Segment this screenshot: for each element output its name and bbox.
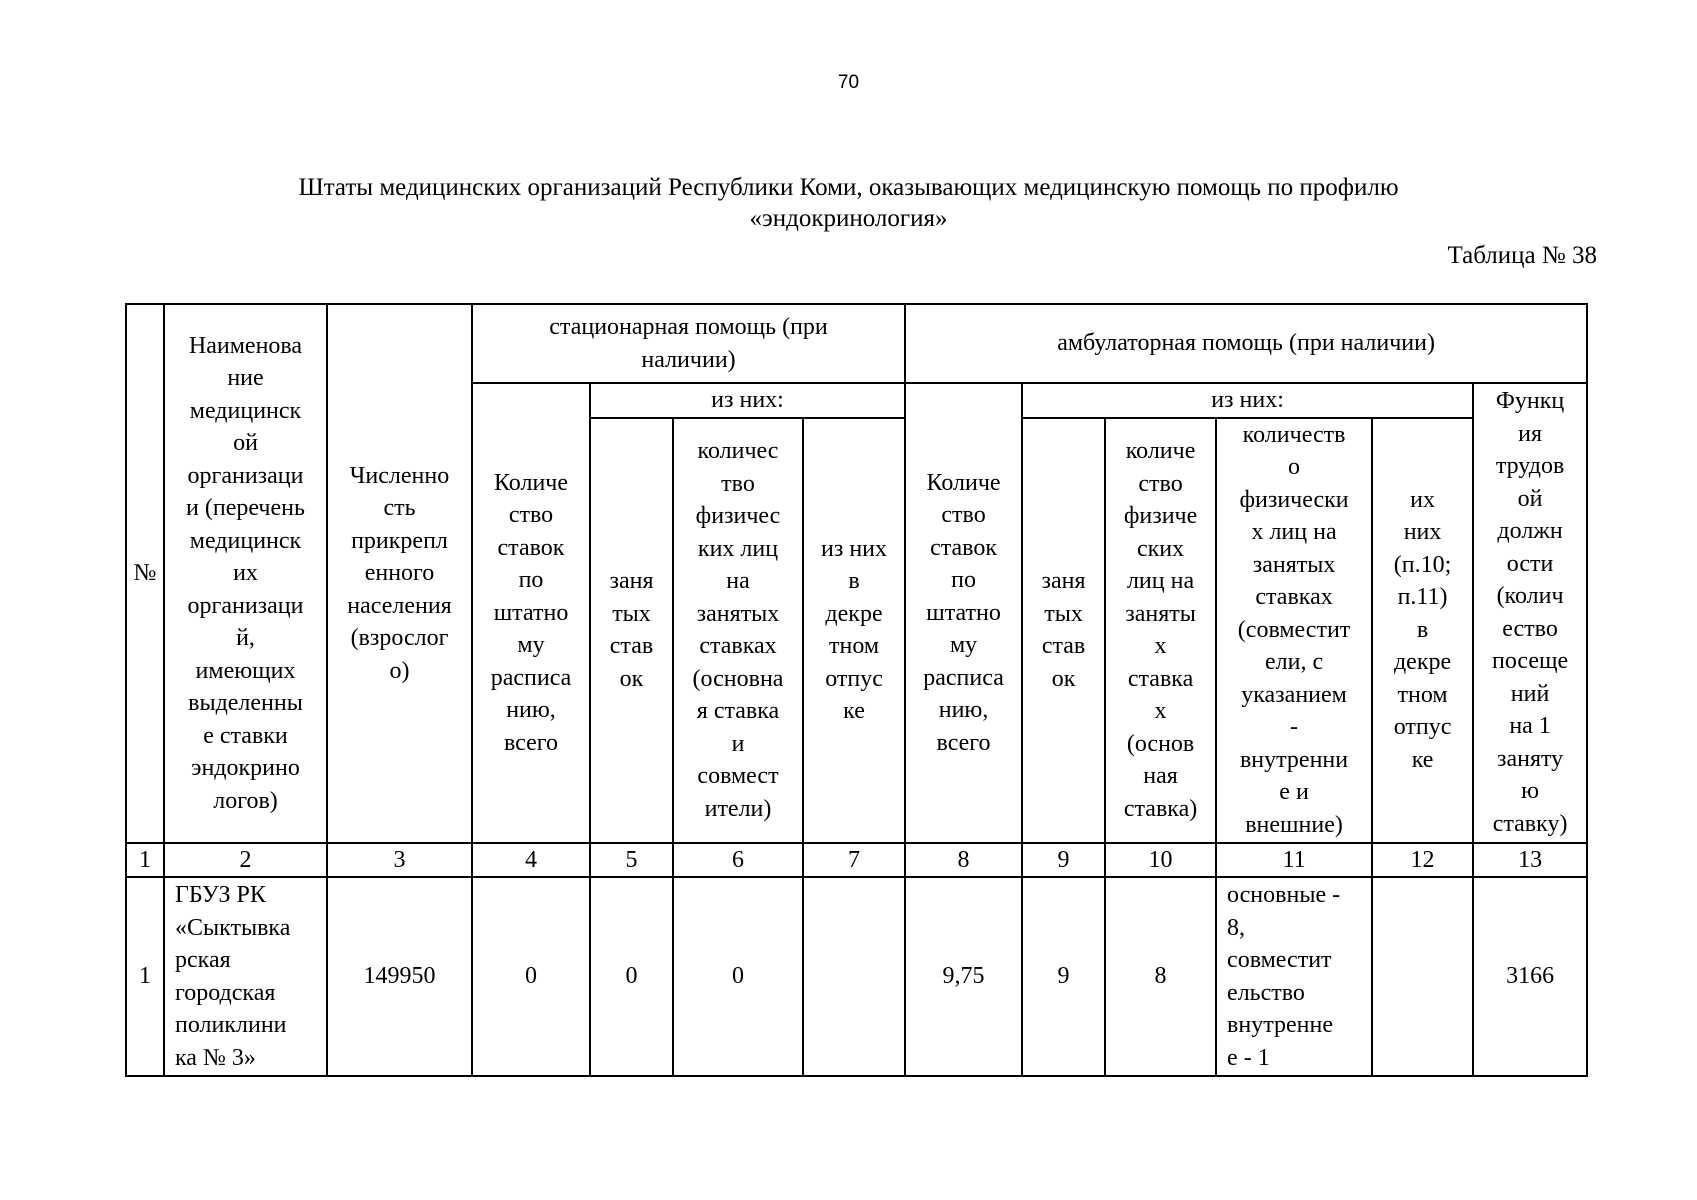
header-outpatient-group: амбулаторная помощь (при наличии) — [905, 304, 1587, 383]
table-row — [126, 877, 1587, 1076]
document-title — [150, 172, 1547, 234]
header-labor-function: Функц ия трудов ой должн ости (колич ество посеще ний на 1 заняту ю ставку) — [1473, 383, 1587, 843]
document-title-line-1: Штаты медицинских организаций Республики Коми, оказывающих медицинскую помощь по профилю — [298, 174, 1399, 201]
column-number-cell: 9 — [1022, 843, 1105, 878]
outpatient-maternity-cell — [1372, 877, 1473, 1076]
column-number-cell: 8 — [905, 843, 1022, 878]
population-cell: 149950 — [327, 877, 472, 1076]
column-number-cell: 2 — [164, 843, 327, 878]
header-inpatient-group: стационарная помощь (при наличии) — [472, 304, 905, 383]
staff-table — [125, 303, 1588, 1077]
header-outpatient-occupied: заня тых став ок — [1022, 418, 1105, 843]
outpatient-total-cell: 9,75 — [905, 877, 1022, 1076]
table-number-label: Таблица № 38 — [1447, 242, 1597, 269]
header-org-name: Наименова ние медицинск ой организаци и (перечень медицинск их организаци й, имеющих выделенны е ставки эндокрино логов) — [164, 304, 327, 843]
column-number-cell: 12 — [1372, 843, 1473, 878]
page-number: 70 — [837, 72, 860, 93]
column-number-cell: 10 — [1105, 843, 1216, 878]
column-number-cell: 6 — [673, 843, 803, 878]
header-inpatient-maternity: из них в декре тном отпус ке — [803, 418, 905, 843]
outpatient-persons-main-cell: 8 — [1105, 877, 1216, 1076]
inpatient-persons-cell: 0 — [673, 877, 803, 1076]
header-inpatient-occupied: заня тых став ок — [590, 418, 673, 843]
org-name-cell: ГБУЗ РК «Сыктывка рская городская поликлини ка № 3» — [164, 877, 327, 1076]
header-outpatient-of-them: из них: — [1022, 383, 1473, 418]
outpatient-occupied-cell: 9 — [1022, 877, 1105, 1076]
row-number: 1 — [126, 877, 164, 1076]
column-number-cell: 13 — [1473, 843, 1587, 878]
header-outpatient-persons-main: количе ство физиче ских лиц на заняты х ставка х (основ ная ставка) — [1105, 418, 1216, 843]
header-population: Численно сть прикрепл енного населения (взрослог о) — [327, 304, 472, 843]
header-inpatient-of-them: из них: — [590, 383, 905, 418]
inpatient-occupied-cell: 0 — [590, 877, 673, 1076]
header-inpatient-total-rates: Количе ство ставок по штатно му расписа нию, всего — [472, 383, 590, 843]
column-number-cell: 7 — [803, 843, 905, 878]
outpatient-persons-part-cell: основные - 8, совместит ельство внутренне е - 1 — [1216, 877, 1372, 1076]
header-row-1 — [126, 304, 1587, 383]
inpatient-total-cell: 0 — [472, 877, 590, 1076]
column-number-cell: 5 — [590, 843, 673, 878]
header-outpatient-total-rates: Количе ство ставок по штатно му расписа нию, всего — [905, 383, 1022, 843]
header-col-no: № — [126, 304, 164, 843]
column-number-cell: 11 — [1216, 843, 1372, 878]
document-title-line-2: «эндокринология» — [749, 205, 948, 232]
labor-function-cell: 3166 — [1473, 877, 1587, 1076]
column-numbers-row — [126, 843, 1587, 878]
header-inpatient-persons: количес тво физичес ких лиц на занятых ставках (основна я ставка и совмест ители) — [673, 418, 803, 843]
column-number-cell: 1 — [126, 843, 164, 878]
column-number-cell: 3 — [327, 843, 472, 878]
column-number-cell: 4 — [472, 843, 590, 878]
header-outpatient-persons-part: количеств о физически х лиц на занятых ставках (совместит ели, с указанием - внутренни е и внешние) — [1216, 418, 1372, 843]
inpatient-maternity-cell — [803, 877, 905, 1076]
header-outpatient-maternity: их них (п.10; п.11) в декре тном отпус ке — [1372, 418, 1473, 843]
